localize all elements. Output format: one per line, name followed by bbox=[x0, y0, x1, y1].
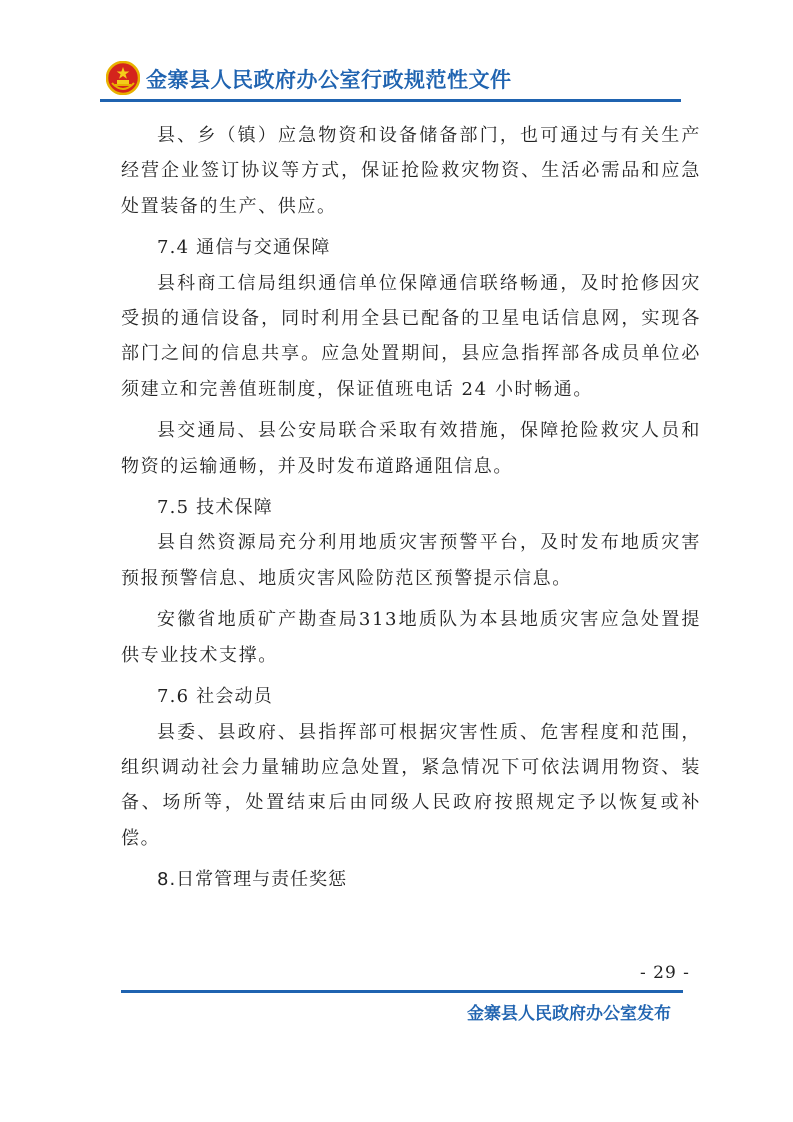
section-heading-7-6: 7.6 社会动员 bbox=[157, 686, 273, 708]
section-heading-7-5: 7.5 技术保障 bbox=[157, 497, 273, 519]
paragraph-continued: 县、乡（镇）应急物资和设备储备部门，也可通过与有关生产经营企业签订协议等方式，保证抢险救灾物资、生活必需品和应急处置装备的生产、供应。 bbox=[121, 125, 701, 217]
national-emblem-icon bbox=[106, 61, 140, 95]
footer-publisher: 金寨县人民政府办公室发布 bbox=[467, 1004, 671, 1024]
paragraph-7-6-mobilization: 县委、县政府、县指挥部可根据灾害性质、危害程度和范围，组织调动社会力量辅助应急处置，紧急情况下可依法调用物资、装备、场所等，处置结束后由同级人民政府按照规定予以恢复或补偿。 bbox=[121, 721, 701, 849]
section-heading-7-4: 7.4 通信与交通保障 bbox=[157, 237, 331, 259]
header-divider bbox=[100, 99, 681, 102]
page-number: - 29 - bbox=[640, 963, 690, 983]
footer-divider bbox=[121, 990, 683, 993]
section-heading-8: 8.日常管理与责任奖惩 bbox=[157, 869, 348, 891]
document-body bbox=[121, 118, 701, 898]
paragraph-7-4-transport: 县交通局、县公安局联合采取有效措施，保障抢险救灾人员和物资的运输通畅，并及时发布道路通阻信息。 bbox=[121, 420, 701, 477]
header-title: 金寨县人民政府办公室行政规范性文件 bbox=[146, 68, 512, 92]
paragraph-7-4-communications: 县科商工信局组织通信单位保障通信联络畅通，及时抢修因灾受损的通信设备，同时利用全县已配备的卫星电话信息网，实现各部门之间的信息共享。应急处置期间，县应急指挥部各成员单位必须建立和完善值班制度，保证值班电话 24 小时畅通。 bbox=[121, 272, 701, 400]
paragraph-7-5-warning-platform: 县自然资源局充分利用地质灾害预警平台，及时发布地质灾害预报预警信息、地质灾害风险防范区预警提示信息。 bbox=[121, 532, 701, 589]
page-header bbox=[100, 58, 700, 98]
paragraph-7-5-geology-team: 安徽省地质矿产勘查局313地质队为本县地质灾害应急处置提供专业技术支撑。 bbox=[121, 609, 701, 666]
